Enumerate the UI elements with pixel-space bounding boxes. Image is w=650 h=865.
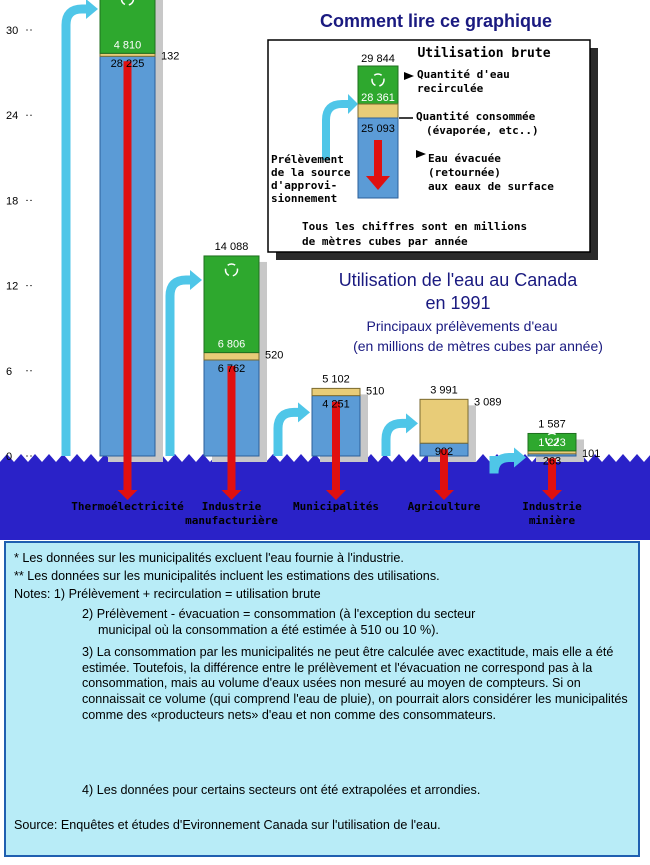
note-2-line1: 2) Prélèvement - évacuation = consommation (à l'exception du secteur <box>82 607 476 621</box>
bar-consumed <box>204 353 259 360</box>
source-line: Source: Enquêtes et études d'Evironnement Canada sur l'utilisation de l'eau. <box>14 818 441 832</box>
category-label-line2: manufacturière <box>185 514 278 527</box>
note-municipal-estimates: ** Les données sur les municipalités incluent les estimations des utilisations. <box>14 569 440 583</box>
bar-total-label: 14 088 <box>214 240 249 253</box>
chart-subtitle-line2: (en millions de mètres cubes par année) <box>353 338 603 354</box>
bar-total-label: 1 587 <box>538 418 566 431</box>
legend-recirc-line2: recirculée <box>417 82 484 95</box>
legend-returned-line2: (retournée) <box>428 166 501 179</box>
bar-consumed-label: 132 <box>161 50 180 63</box>
chart-title-year: en 1991 <box>425 293 491 313</box>
outflow-arrow-shaft <box>228 366 236 490</box>
legend-consumed-line2: (évaporée, etc..) <box>426 124 539 137</box>
note-3: 3) La consommation par les municipalités ne peut être calculée avec exactitude, mais elle a été estimée. Toutefois, la différence entre le prélèvement et l'évacuation ne correspond pas à la consommation, mais au volume d'eaux usées non mesuré au moyen de compteurs. Si on connaissait ce volume (qui comprend l'eau de pluie), on pourrait alors considérer les municipalités comme des «producteurs nets» d'eau et non comme des consommateurs. <box>82 645 628 722</box>
note-1: Notes: 1) Prélèvement + recirculation = utilisation brute <box>14 587 321 601</box>
intake-arrow <box>170 280 192 456</box>
bar-returned-label: 6 762 <box>217 362 246 375</box>
bar-recirc-label: 4 810 <box>113 39 142 52</box>
legend-consumed-line1: Quantité consommée <box>416 110 536 123</box>
bar-returned-label: 4 251 <box>322 398 350 411</box>
bar-consumed-label: 510 <box>366 385 385 398</box>
bar-consumed-label: 101 <box>582 447 601 460</box>
bar-consumed-label: 3 089 <box>474 396 502 409</box>
legend-units-line2: de mètres cubes par année <box>302 235 468 248</box>
bar-total-label: 5 102 <box>322 373 350 386</box>
category-label: Industrie <box>201 500 262 513</box>
bar-recirc-label: 6 806 <box>217 338 246 351</box>
intake-arrow <box>386 423 408 456</box>
bar-consumed <box>312 388 360 395</box>
legend-intake-line3: d'approvi- <box>271 179 338 192</box>
note-municipal-exclusion: * Les données sur les municipalités excluent l'eau fournie à l'industrie. <box>14 551 404 565</box>
legend-example-returned: 25 093 <box>361 123 395 135</box>
bar-returned-label: 902 <box>434 446 454 459</box>
legend-heading: Comment lire ce graphique <box>319 11 553 31</box>
outflow-arrow-shaft <box>124 61 132 490</box>
legend-returned-line1: Eau évacuée <box>428 152 501 165</box>
notes-panel <box>4 541 640 857</box>
y-tick-label: 0 <box>6 451 13 463</box>
y-tick-label: 12 <box>6 280 19 293</box>
intake-arrow <box>278 412 300 456</box>
category-label: Municipalités <box>292 500 380 513</box>
y-tick-label: 6 <box>6 365 13 378</box>
outflow-arrow-shaft <box>332 402 340 490</box>
legend-recirc-line1: Quantité d'eau <box>417 68 510 81</box>
category-label: Agriculture <box>407 500 481 513</box>
intake-arrow-head <box>298 402 310 422</box>
chart-title: Utilisation de l'eau au Canada <box>338 270 578 290</box>
legend-outflow-shaft <box>374 140 382 176</box>
category-label: Thermoélectricité <box>71 500 184 513</box>
bar-recirc-label: 1 223 <box>538 436 566 449</box>
y-tick-label: 30 <box>6 25 19 37</box>
legend-title: Utilisation brute <box>417 46 551 61</box>
category-label-line2: minière <box>528 514 576 527</box>
note-2-line2: municipal où la consommation a été estimée à 510 ou 10 %). <box>98 623 439 637</box>
legend-intake-line1: Prélèvement <box>271 153 344 166</box>
intake-arrow-head <box>190 270 202 290</box>
note-4: 4) Les données pour certains secteurs ont été extrapolées et arrondies. <box>82 783 481 797</box>
legend-intake-line2: de la source <box>271 166 351 179</box>
bar-returned-label: 28 225 <box>110 58 145 71</box>
legend-returned-line3: aux eaux de surface <box>428 180 554 193</box>
intake-arrow-head <box>86 0 98 19</box>
y-tick-label: 24 <box>6 110 19 123</box>
legend-example-total: 29 844 <box>361 53 395 65</box>
legend-example-recirc: 28 361 <box>361 92 395 104</box>
bar-total-label: 3 991 <box>430 384 458 397</box>
legend-consumed-block <box>358 104 398 118</box>
y-axis <box>6 25 34 463</box>
y-tick-label: 18 <box>6 195 19 208</box>
category-label: Industrie <box>522 500 582 513</box>
bar-consumed-label: 520 <box>265 349 284 362</box>
intake-arrow-head <box>406 413 418 433</box>
intake-arrow <box>66 9 88 456</box>
chart-subtitle-line1: Principaux prélèvements d'eau <box>366 318 558 334</box>
legend-units-line1: Tous les chiffres sont en millions <box>302 220 528 233</box>
legend-intake-line4: sionnement <box>271 192 338 205</box>
bar-returned-label: 263 <box>542 455 562 468</box>
bar-consumed <box>420 399 468 443</box>
